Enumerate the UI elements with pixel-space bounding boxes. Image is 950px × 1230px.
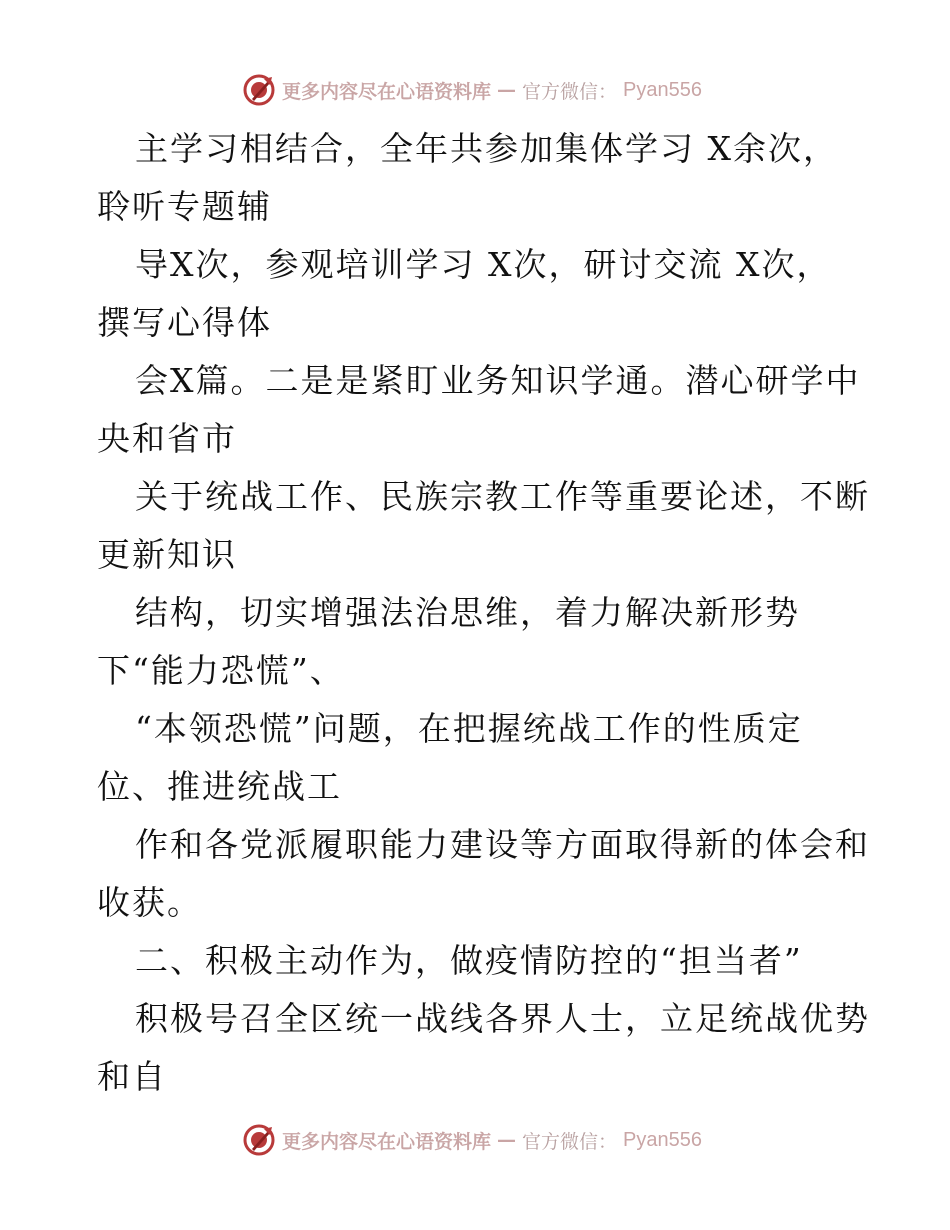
banner-wechat-label: 官方微信： (522, 1130, 618, 1153)
body-line: 下“能力恐慌”、 (97, 651, 345, 690)
body-line: 导X次，参观培训学习 X次，研讨交流 X次， (135, 245, 832, 284)
body-line: 积极号召全区统一战线各界人士，立足统战优势 (135, 999, 870, 1038)
body-line: 聆听专题辅 (97, 187, 272, 226)
body-line: 作和各党派履职能力建设等方面取得新的体会和 (135, 825, 870, 864)
section-heading: 二、积极主动作为，做疫情防控的“担当者” (135, 941, 803, 980)
header-banner (0, 70, 950, 110)
banner-wechat-label: 官方微信： (522, 80, 618, 103)
body-line: 会X篇。二是是紧盯业务知识学通。潜心研学中 (135, 361, 861, 400)
body-line: 结构，切实增强法治思维，着力解决新形势 (135, 593, 800, 632)
banner-separator: — (497, 79, 517, 101)
footer-banner (0, 1120, 950, 1160)
pen-logo-icon (242, 73, 276, 107)
body-line: 主学习相结合，全年共参加集体学习 X余次， (135, 129, 838, 168)
body-line: 撰写心得体 (97, 303, 272, 342)
body-line: 央和省市 (97, 419, 237, 458)
banner-wechat-id: Pyan556 (623, 1128, 702, 1151)
body-line: “本领恐慌”问题，在把握统战工作的性质定 (135, 709, 803, 748)
body-line: 更新知识 (97, 535, 237, 574)
banner-site-text: 更多内容尽在心语资料库 (282, 1130, 492, 1153)
pen-logo-icon (242, 1123, 276, 1157)
body-line: 位、推进统战工 (97, 767, 342, 806)
banner-wechat-id: Pyan556 (623, 78, 702, 101)
body-line: 收获。 (97, 883, 202, 922)
banner-site-text: 更多内容尽在心语资料库 (282, 80, 492, 103)
body-line: 和自 (97, 1057, 167, 1096)
banner-separator: — (497, 1129, 517, 1151)
body-line: 关于统战工作、民族宗教工作等重要论述，不断 (135, 477, 870, 516)
document-body (97, 120, 897, 1106)
